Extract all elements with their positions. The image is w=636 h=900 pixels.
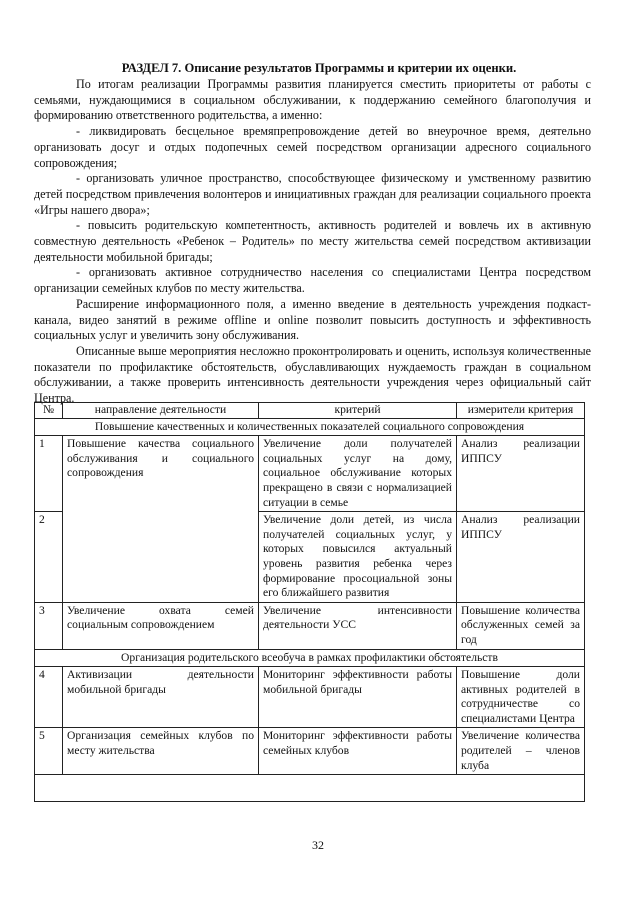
row-criterion: Мониторинг эффективности работы семейных клубов <box>259 728 457 775</box>
row-number: 1 <box>35 436 63 512</box>
row-number: 3 <box>35 602 63 649</box>
table-row <box>35 602 585 649</box>
row-number: 5 <box>35 728 63 775</box>
paragraph-info: Расширение информационного поля, а именно введение в деятельность учреждения подкаст-канала, видео занятий в режиме offline и online позволит повысить доступность и эффективность социальных услуг и увеличить зону обслуживания. <box>34 296 591 343</box>
row-direction: Увеличение охвата семей социальным сопровождением <box>63 602 259 649</box>
row-criterion: Увеличение доли детей, из числа получателей социальных услуг, у которых повысился актуальный уровень развития ребенка через формирование просоциальной зоны его ближайшего развития <box>259 512 457 603</box>
body-text <box>34 77 591 407</box>
row-criterion: Мониторинг эффективности работы мобильной бригады <box>259 667 457 728</box>
row-direction: Организация семейных клубов по месту жительства <box>63 728 259 775</box>
row-measure: Повышение количества обслуженных семей за год <box>457 602 585 649</box>
section-row <box>35 418 585 436</box>
header-number: № <box>35 403 63 419</box>
section-heading-2: Организация родительского всеобуча в рамках профилактики обстоятельств <box>35 649 585 667</box>
paragraph-evaluation: Описанные выше мероприятия несложно проконтролировать и оценить, используя количественные показатели по профилактике обстоятельств, обуславливающих нуждаемость граждан в социальном обслуживании, а также проверить интенсивность деятельности учреждения через официальный сайт Центра. <box>34 343 591 406</box>
paragraph-item-3: - повысить родительскую компетентность, активность родителей и вовлечь их в активную совместную деятельность «Ребенок – Родитель» по месту жительства семей посредством активизации деятельности мобильной бригады; <box>34 218 591 264</box>
paragraph-item-1: - ликвидировать бесцельное времяпрепровождение детей во внеурочное время, деятельно организовать досуг и отдых подопечных семей посредством организации адресного социального сопровождения; <box>34 124 591 170</box>
criteria-table <box>34 402 585 802</box>
empty-row <box>35 775 585 802</box>
page-number: 32 <box>312 838 324 852</box>
section-row <box>35 649 585 667</box>
table-row <box>35 436 585 512</box>
paragraph-item-4: - организовать активное сотрудничество населения со специалистами Центра посредством организации семейных клубов по месту жительства. <box>34 265 591 296</box>
row-direction: Повышение качества социального обслуживания и социального сопровождения <box>63 436 259 603</box>
header-direction: направление деятельности <box>63 403 259 419</box>
empty-cell <box>35 775 585 802</box>
row-criterion: Увеличение интенсивности деятельности УСС <box>259 602 457 649</box>
table-header-row <box>35 403 585 419</box>
row-measure: Анализ реализации ИППСУ <box>457 436 585 512</box>
paragraph-intro: По итогам реализации Программы развития планируется сместить приоритеты от работы с семьями, нуждающимися в социальном обслуживании, к поддержанию семейного благополучия и формированию ответственного родительства, а именно: <box>34 77 591 123</box>
row-measure: Увеличение количества родителей – членов клуба <box>457 728 585 775</box>
row-measure: Анализ реализации ИППСУ <box>457 512 585 603</box>
header-criterion: критерий <box>259 403 457 419</box>
row-number: 2 <box>35 512 63 603</box>
table-row <box>35 667 585 728</box>
row-direction: Активизации деятельности мобильной бригады <box>63 667 259 728</box>
header-measure: измерители критерия <box>457 403 585 419</box>
paragraph-item-2: - организовать уличное пространство, способствующее физическому и умственному развитию детей посредством привлечения волонтеров и инициативных граждан для реализации социального проекта «Игры нашего двора»; <box>34 171 591 217</box>
section-heading-1: Повышение качественных и количественных показателей социального сопровождения <box>35 418 585 436</box>
section-title: РАЗДЕЛ 7. Описание результатов Программы и критерии их оценки. <box>121 61 517 75</box>
row-measure: Повышение доли активных родителей в сотрудничестве со специалистами Центра <box>457 667 585 728</box>
row-number: 4 <box>35 667 63 728</box>
table-row <box>35 728 585 775</box>
row-criterion: Увеличение доли получателей социальных услуг на дому, социальное обслуживание которых прекращено в связи с нормализацией ситуации в семье <box>259 436 457 512</box>
